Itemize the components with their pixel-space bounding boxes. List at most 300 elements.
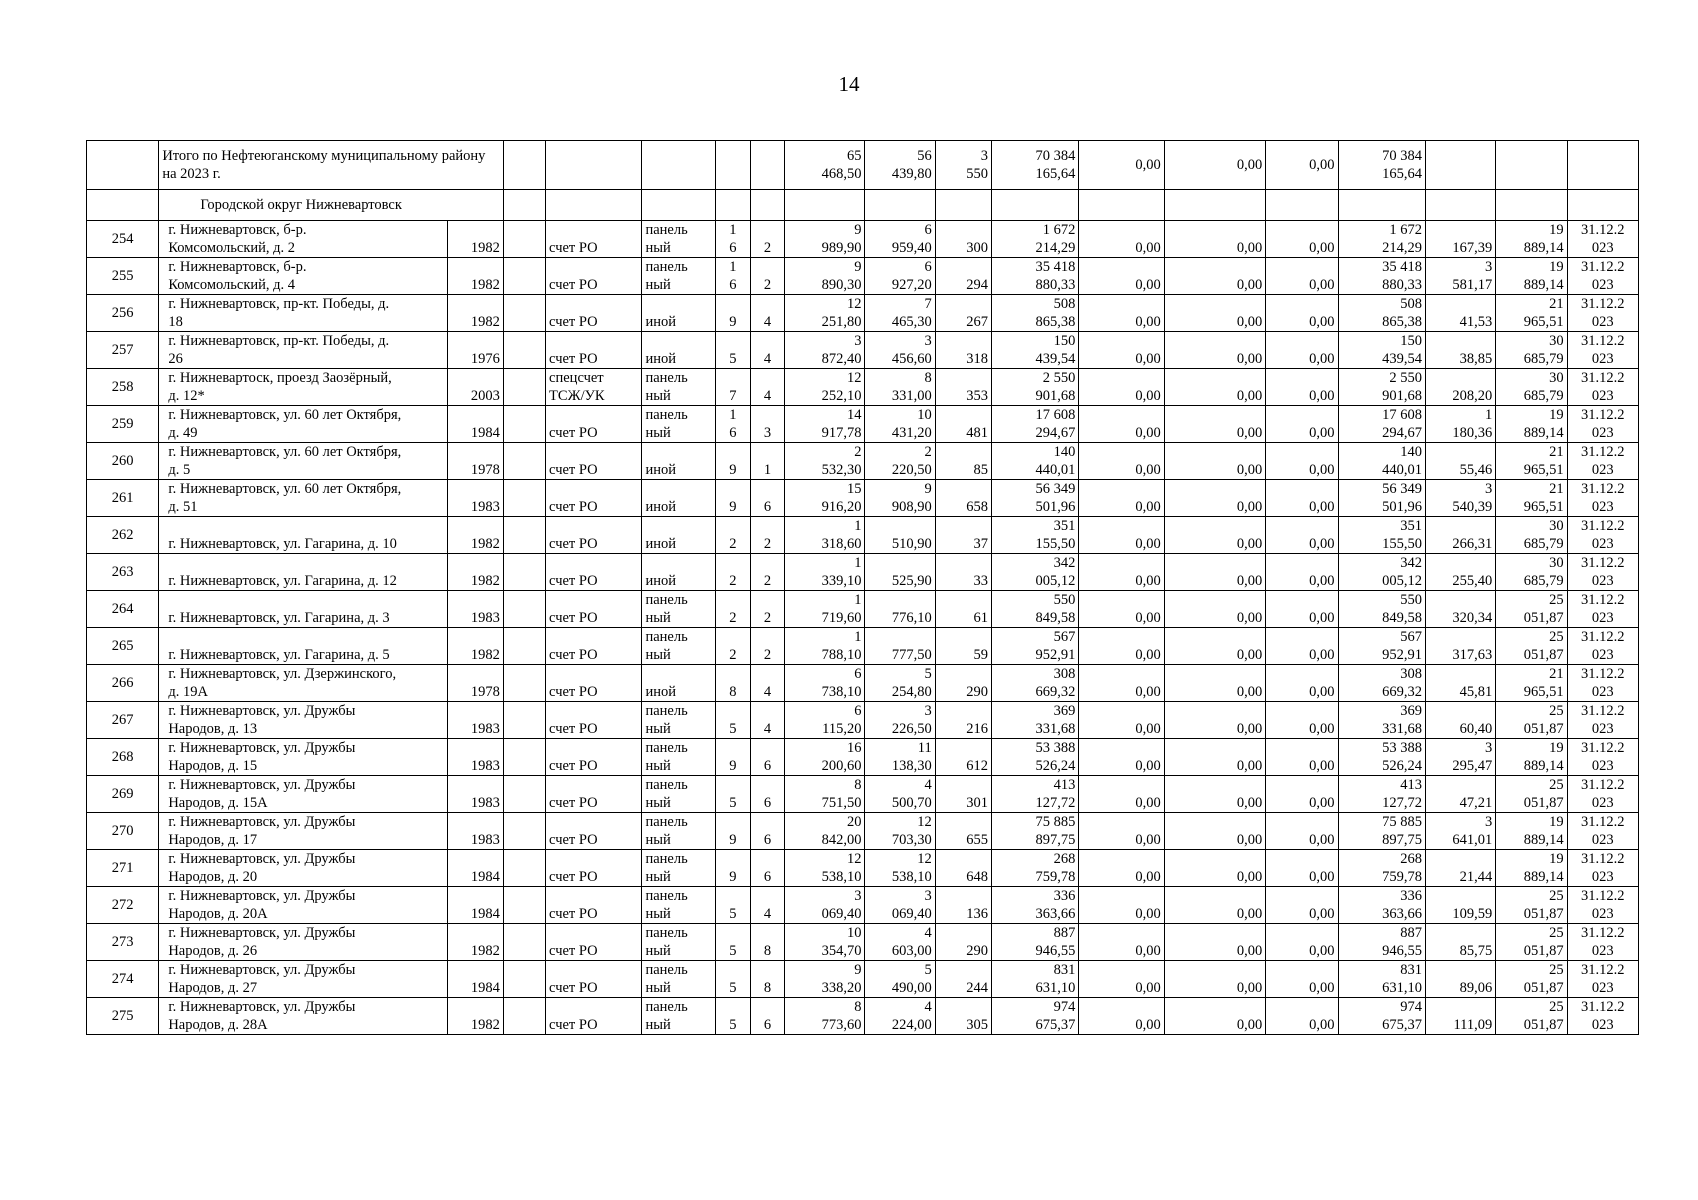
row-number-cell: 265 xyxy=(87,628,159,665)
cost-cell: 2 550 901,68 xyxy=(992,369,1079,406)
fund-cell: 0,00 xyxy=(1079,332,1164,369)
table-row xyxy=(87,924,1639,961)
entrances-cell: 4 xyxy=(750,887,784,924)
total-area-cell: 14 917,78 xyxy=(785,406,865,443)
entrances-cell: 2 xyxy=(750,628,784,665)
total-cost-cell: 70 384 165,64 xyxy=(992,141,1079,190)
table-row xyxy=(87,776,1639,813)
specific-cost-cell: 60,40 xyxy=(1425,702,1495,739)
table-row xyxy=(87,258,1639,295)
address-cell: г. Нижневартовск, ул. Дружбы Народов, д. 20 xyxy=(159,850,447,887)
deadline-date-cell: 31.12.2 023 xyxy=(1567,776,1638,813)
specific-cost-cell: 320,34 xyxy=(1425,591,1495,628)
owner-funds-cell: 53 388 526,24 xyxy=(1338,739,1425,776)
address-cell: г. Нижневартоск, проезд Заозёрный, д. 12* xyxy=(159,369,447,406)
wall-material-cell: панель ный xyxy=(642,702,715,739)
limit-cost-cell: 21 965,51 xyxy=(1496,665,1567,702)
total-area-cell: 15 916,20 xyxy=(785,480,865,517)
limit-cost-cell: 21 965,51 xyxy=(1496,480,1567,517)
table-row xyxy=(87,517,1639,554)
fund-cell: 0,00 xyxy=(1266,369,1338,406)
living-area-cell: 4 224,00 xyxy=(865,998,935,1035)
limit-cost-cell: 19 889,14 xyxy=(1496,850,1567,887)
row-number-cell: 270 xyxy=(87,813,159,850)
total-empty-cell xyxy=(642,141,715,190)
table-row xyxy=(87,628,1639,665)
living-area-cell: 5 254,80 xyxy=(865,665,935,702)
table-row xyxy=(87,887,1639,924)
limit-cost-cell: 30 685,79 xyxy=(1496,554,1567,591)
residents-cell: 290 xyxy=(935,665,991,702)
address-cell: г. Нижневартовск, ул. 60 лет Октября, д. 5 xyxy=(159,443,447,480)
cost-cell: 268 759,78 xyxy=(992,850,1079,887)
empty-cell xyxy=(503,443,545,480)
living-area-cell: 3 069,40 xyxy=(865,887,935,924)
limit-cost-cell: 25 051,87 xyxy=(1496,702,1567,739)
empty-cell xyxy=(503,369,545,406)
table-row xyxy=(87,702,1639,739)
empty-cell xyxy=(503,776,545,813)
fund-cell: 0,00 xyxy=(1079,739,1164,776)
address-cell: г. Нижневартовск, пр-кт. Победы, д. 26 xyxy=(159,332,447,369)
owner-funds-cell: 2 550 901,68 xyxy=(1338,369,1425,406)
account-type-cell: счет РО xyxy=(546,776,642,813)
owner-funds-cell: 1 672 214,29 xyxy=(1338,221,1425,258)
empty-cell xyxy=(503,702,545,739)
fund-cell: 0,00 xyxy=(1079,443,1164,480)
total-area-cell: 12 252,10 xyxy=(785,369,865,406)
wall-material-cell: панель ный xyxy=(642,887,715,924)
specific-cost-cell: 41,53 xyxy=(1425,295,1495,332)
living-area-cell: 6 959,40 xyxy=(865,221,935,258)
owner-funds-cell: 75 885 897,75 xyxy=(1338,813,1425,850)
page-number: 14 xyxy=(838,72,860,96)
floors-cell: 1 6 xyxy=(715,258,750,295)
empty-cell xyxy=(503,591,545,628)
floors-cell: 2 xyxy=(715,554,750,591)
owner-funds-cell: 336 363,66 xyxy=(1338,887,1425,924)
fund-cell: 0,00 xyxy=(1164,517,1265,554)
entrances-cell: 6 xyxy=(750,850,784,887)
fund-cell: 0,00 xyxy=(1266,258,1338,295)
deadline-date-cell: 31.12.2 023 xyxy=(1567,517,1638,554)
living-area-cell: 4 603,00 xyxy=(865,924,935,961)
residents-cell: 290 xyxy=(935,924,991,961)
year-built-cell: 1984 xyxy=(447,961,503,998)
fund-cell: 0,00 xyxy=(1079,258,1164,295)
fund-cell: 0,00 xyxy=(1164,295,1265,332)
group-empty-cell xyxy=(503,190,545,221)
entrances-cell: 6 xyxy=(750,739,784,776)
empty-cell xyxy=(503,517,545,554)
group-empty-cell xyxy=(715,190,750,221)
group-empty-cell xyxy=(1164,190,1265,221)
owner-funds-cell: 567 952,91 xyxy=(1338,628,1425,665)
fund-cell: 0,00 xyxy=(1079,628,1164,665)
fund-cell: 0,00 xyxy=(1164,702,1265,739)
row-number-cell: 257 xyxy=(87,332,159,369)
wall-material-cell: иной xyxy=(642,480,715,517)
owner-funds-cell: 308 669,32 xyxy=(1338,665,1425,702)
owner-funds-cell: 342 005,12 xyxy=(1338,554,1425,591)
deadline-date-cell: 31.12.2 023 xyxy=(1567,813,1638,850)
row-number-cell: 273 xyxy=(87,924,159,961)
specific-cost-cell: 111,09 xyxy=(1425,998,1495,1035)
wall-material-cell: панель ный xyxy=(642,406,715,443)
fund-cell: 0,00 xyxy=(1164,665,1265,702)
total-row xyxy=(87,141,1639,190)
residents-cell: 612 xyxy=(935,739,991,776)
row-number-cell: 260 xyxy=(87,443,159,480)
wall-material-cell: панель ный xyxy=(642,924,715,961)
cost-cell: 140 440,01 xyxy=(992,443,1079,480)
cost-cell: 336 363,66 xyxy=(992,887,1079,924)
fund-cell: 0,00 xyxy=(1266,332,1338,369)
limit-cost-cell: 19 889,14 xyxy=(1496,221,1567,258)
wall-material-cell: иной xyxy=(642,665,715,702)
entrances-cell: 6 xyxy=(750,813,784,850)
address-cell: г. Нижневартовск, ул. 60 лет Октября, д. 49 xyxy=(159,406,447,443)
living-area-cell: 8 331,00 xyxy=(865,369,935,406)
fund-cell: 0,00 xyxy=(1266,295,1338,332)
account-type-cell: счет РО xyxy=(546,850,642,887)
table-row xyxy=(87,554,1639,591)
residents-cell: 85 xyxy=(935,443,991,480)
living-area-cell: 12 538,10 xyxy=(865,850,935,887)
cost-cell: 150 439,54 xyxy=(992,332,1079,369)
year-built-cell: 1978 xyxy=(447,665,503,702)
account-type-cell: счет РО xyxy=(546,480,642,517)
owner-funds-cell: 831 631,10 xyxy=(1338,961,1425,998)
address-cell: г. Нижневартовск, ул. Гагарина, д. 5 xyxy=(159,628,447,665)
entrances-cell: 6 xyxy=(750,998,784,1035)
account-type-cell: спецсчет ТСЖ/УК xyxy=(546,369,642,406)
specific-cost-cell: 109,59 xyxy=(1425,887,1495,924)
cost-cell: 567 952,91 xyxy=(992,628,1079,665)
fund-cell: 0,00 xyxy=(1266,591,1338,628)
residents-cell: 59 xyxy=(935,628,991,665)
wall-material-cell: панель ный xyxy=(642,961,715,998)
address-cell: г. Нижневартовск, ул. Гагарина, д. 10 xyxy=(159,517,447,554)
owner-funds-cell: 56 349 501,96 xyxy=(1338,480,1425,517)
fund-cell: 0,00 xyxy=(1266,628,1338,665)
entrances-cell: 4 xyxy=(750,702,784,739)
fund-cell: 0,00 xyxy=(1266,998,1338,1035)
floors-cell: 9 xyxy=(715,480,750,517)
floors-cell: 5 xyxy=(715,998,750,1035)
fund-cell: 0,00 xyxy=(1266,924,1338,961)
empty-cell xyxy=(503,850,545,887)
capital-repair-table xyxy=(86,140,1639,1035)
limit-cost-cell: 25 051,87 xyxy=(1496,628,1567,665)
fund-cell: 0,00 xyxy=(1079,221,1164,258)
row-number-cell: 261 xyxy=(87,480,159,517)
specific-cost-cell: 45,81 xyxy=(1425,665,1495,702)
wall-material-cell: панель ный xyxy=(642,776,715,813)
owner-funds-cell: 268 759,78 xyxy=(1338,850,1425,887)
residents-cell: 267 xyxy=(935,295,991,332)
account-type-cell: счет РО xyxy=(546,924,642,961)
account-type-cell: счет РО xyxy=(546,332,642,369)
limit-cost-cell: 25 051,87 xyxy=(1496,591,1567,628)
living-area-cell: 10 431,20 xyxy=(865,406,935,443)
specific-cost-cell: 3 641,01 xyxy=(1425,813,1495,850)
fund-cell: 0,00 xyxy=(1266,850,1338,887)
floors-cell: 5 xyxy=(715,961,750,998)
specific-cost-cell: 255,40 xyxy=(1425,554,1495,591)
table-row xyxy=(87,369,1639,406)
deadline-date-cell: 31.12.2 023 xyxy=(1567,924,1638,961)
address-cell: г. Нижневартовск, ул. Дружбы Народов, д. 28А xyxy=(159,998,447,1035)
living-area-cell: 525,90 xyxy=(865,554,935,591)
fund-cell: 0,00 xyxy=(1079,554,1164,591)
deadline-date-cell: 31.12.2 023 xyxy=(1567,961,1638,998)
cost-cell: 887 946,55 xyxy=(992,924,1079,961)
group-empty-cell xyxy=(87,190,159,221)
group-empty-cell xyxy=(546,190,642,221)
limit-cost-cell: 19 889,14 xyxy=(1496,258,1567,295)
fund-cell: 0,00 xyxy=(1266,776,1338,813)
entrances-cell: 2 xyxy=(750,591,784,628)
account-type-cell: счет РО xyxy=(546,813,642,850)
total-area-cell: 10 354,70 xyxy=(785,924,865,961)
specific-cost-cell: 3 295,47 xyxy=(1425,739,1495,776)
fund-cell: 0,00 xyxy=(1164,332,1265,369)
group-empty-cell xyxy=(992,190,1079,221)
address-cell: г. Нижневартовск, ул. Дружбы Народов, д. 15 xyxy=(159,739,447,776)
empty-cell xyxy=(503,739,545,776)
fund-cell: 0,00 xyxy=(1164,998,1265,1035)
deadline-date-cell: 31.12.2 023 xyxy=(1567,628,1638,665)
limit-cost-cell: 30 685,79 xyxy=(1496,369,1567,406)
total-empty-cell xyxy=(1496,141,1567,190)
deadline-date-cell: 31.12.2 023 xyxy=(1567,295,1638,332)
fund-cell: 0,00 xyxy=(1164,850,1265,887)
cost-cell: 831 631,10 xyxy=(992,961,1079,998)
residents-cell: 481 xyxy=(935,406,991,443)
row-number-cell: 275 xyxy=(87,998,159,1035)
specific-cost-cell: 55,46 xyxy=(1425,443,1495,480)
wall-material-cell: панель ный xyxy=(642,221,715,258)
address-cell: г. Нижневартовск, ул. Дзержинского, д. 19А xyxy=(159,665,447,702)
year-built-cell: 1982 xyxy=(447,295,503,332)
group-empty-cell xyxy=(1079,190,1164,221)
floors-cell: 9 xyxy=(715,850,750,887)
owner-funds-cell: 508 865,38 xyxy=(1338,295,1425,332)
fund-cell: 0,00 xyxy=(1079,480,1164,517)
deadline-date-cell: 31.12.2 023 xyxy=(1567,739,1638,776)
fund-cell: 0,00 xyxy=(1164,591,1265,628)
empty-cell xyxy=(503,628,545,665)
specific-cost-cell: 167,39 xyxy=(1425,221,1495,258)
deadline-date-cell: 31.12.2 023 xyxy=(1567,850,1638,887)
entrances-cell: 4 xyxy=(750,295,784,332)
fund-cell: 0,00 xyxy=(1266,739,1338,776)
total-area-cell: 9 890,30 xyxy=(785,258,865,295)
owner-funds-cell: 351 155,50 xyxy=(1338,517,1425,554)
row-number-cell: 267 xyxy=(87,702,159,739)
fund-cell: 0,00 xyxy=(1164,369,1265,406)
fund-cell: 0,00 xyxy=(1079,591,1164,628)
year-built-cell: 1983 xyxy=(447,813,503,850)
cost-cell: 351 155,50 xyxy=(992,517,1079,554)
total-area-cell: 9 338,20 xyxy=(785,961,865,998)
entrances-cell: 1 xyxy=(750,443,784,480)
row-number-cell: 271 xyxy=(87,850,159,887)
row-number-cell: 264 xyxy=(87,591,159,628)
floors-cell: 5 xyxy=(715,887,750,924)
year-built-cell: 1984 xyxy=(447,850,503,887)
deadline-date-cell: 31.12.2 023 xyxy=(1567,258,1638,295)
wall-material-cell: панель ный xyxy=(642,850,715,887)
table-row xyxy=(87,739,1639,776)
total-empty-cell xyxy=(750,141,784,190)
limit-cost-cell: 30 685,79 xyxy=(1496,517,1567,554)
group-empty-cell xyxy=(750,190,784,221)
empty-cell xyxy=(503,221,545,258)
table-row xyxy=(87,665,1639,702)
fund-cell: 0,00 xyxy=(1164,776,1265,813)
cost-cell: 413 127,72 xyxy=(992,776,1079,813)
year-built-cell: 1982 xyxy=(447,628,503,665)
deadline-date-cell: 31.12.2 023 xyxy=(1567,369,1638,406)
total-area-cell: 1 318,60 xyxy=(785,517,865,554)
table-row xyxy=(87,406,1639,443)
owner-funds-cell: 369 331,68 xyxy=(1338,702,1425,739)
floors-cell: 9 xyxy=(715,739,750,776)
residents-cell: 655 xyxy=(935,813,991,850)
address-cell: г. Нижневартовск, ул. Дружбы Народов, д. 26 xyxy=(159,924,447,961)
owner-funds-cell: 550 849,58 xyxy=(1338,591,1425,628)
account-type-cell: счет РО xyxy=(546,406,642,443)
year-built-cell: 1983 xyxy=(447,776,503,813)
fund-cell: 0,00 xyxy=(1079,406,1164,443)
entrances-cell: 2 xyxy=(750,517,784,554)
deadline-date-cell: 31.12.2 023 xyxy=(1567,554,1638,591)
living-area-cell: 12 703,30 xyxy=(865,813,935,850)
empty-cell xyxy=(503,887,545,924)
address-cell: г. Нижневартовск, б-р. Комсомольский, д. 2 xyxy=(159,221,447,258)
entrances-cell: 8 xyxy=(750,924,784,961)
row-number-cell: 255 xyxy=(87,258,159,295)
account-type-cell: счет РО xyxy=(546,443,642,480)
fund-cell: 0,00 xyxy=(1079,369,1164,406)
total-fund-cell: 0,00 xyxy=(1079,141,1164,190)
total-area-cell: 2 532,30 xyxy=(785,443,865,480)
floors-cell: 2 xyxy=(715,591,750,628)
entrances-cell: 3 xyxy=(750,406,784,443)
total-area-cell: 20 842,00 xyxy=(785,813,865,850)
total-area-cell: 65 468,50 xyxy=(785,141,865,190)
total-living-area-cell: 56 439,80 xyxy=(865,141,935,190)
fund-cell: 0,00 xyxy=(1079,850,1164,887)
wall-material-cell: иной xyxy=(642,554,715,591)
account-type-cell: счет РО xyxy=(546,258,642,295)
total-area-cell: 12 251,80 xyxy=(785,295,865,332)
cost-cell: 35 418 880,33 xyxy=(992,258,1079,295)
table-row xyxy=(87,332,1639,369)
cost-cell: 342 005,12 xyxy=(992,554,1079,591)
specific-cost-cell: 38,85 xyxy=(1425,332,1495,369)
living-area-cell: 2 220,50 xyxy=(865,443,935,480)
year-built-cell: 1983 xyxy=(447,702,503,739)
living-area-cell: 4 500,70 xyxy=(865,776,935,813)
empty-cell xyxy=(503,554,545,591)
account-type-cell: счет РО xyxy=(546,998,642,1035)
fund-cell: 0,00 xyxy=(1164,480,1265,517)
owner-funds-cell: 887 946,55 xyxy=(1338,924,1425,961)
limit-cost-cell: 25 051,87 xyxy=(1496,887,1567,924)
floors-cell: 5 xyxy=(715,776,750,813)
account-type-cell: счет РО xyxy=(546,221,642,258)
fund-cell: 0,00 xyxy=(1164,554,1265,591)
entrances-cell: 6 xyxy=(750,776,784,813)
group-empty-cell xyxy=(1338,190,1425,221)
owner-funds-cell: 17 608 294,67 xyxy=(1338,406,1425,443)
deadline-date-cell: 31.12.2 023 xyxy=(1567,998,1638,1035)
total-residents-cell: 3 550 xyxy=(935,141,991,190)
row-number-cell: 258 xyxy=(87,369,159,406)
group-empty-cell xyxy=(865,190,935,221)
floors-cell: 9 xyxy=(715,813,750,850)
entrances-cell: 4 xyxy=(750,332,784,369)
deadline-date-cell: 31.12.2 023 xyxy=(1567,480,1638,517)
wall-material-cell: иной xyxy=(642,517,715,554)
fund-cell: 0,00 xyxy=(1079,517,1164,554)
specific-cost-cell: 3 581,17 xyxy=(1425,258,1495,295)
specific-cost-cell: 1 180,36 xyxy=(1425,406,1495,443)
year-built-cell: 2003 xyxy=(447,369,503,406)
fund-cell: 0,00 xyxy=(1266,813,1338,850)
address-cell: г. Нижневартовск, ул. Дружбы Народов, д. 20А xyxy=(159,887,447,924)
fund-cell: 0,00 xyxy=(1079,295,1164,332)
residents-cell: 216 xyxy=(935,702,991,739)
owner-funds-cell: 140 440,01 xyxy=(1338,443,1425,480)
fund-cell: 0,00 xyxy=(1079,887,1164,924)
wall-material-cell: панель ный xyxy=(642,591,715,628)
table-row xyxy=(87,480,1639,517)
fund-cell: 0,00 xyxy=(1164,961,1265,998)
floors-cell: 2 xyxy=(715,517,750,554)
table-row xyxy=(87,961,1639,998)
cost-cell: 508 865,38 xyxy=(992,295,1079,332)
limit-cost-cell: 25 051,87 xyxy=(1496,924,1567,961)
specific-cost-cell: 3 540,39 xyxy=(1425,480,1495,517)
total-area-cell: 3 872,40 xyxy=(785,332,865,369)
year-built-cell: 1983 xyxy=(447,480,503,517)
address-cell: г. Нижневартовск, ул. Дружбы Народов, д. 17 xyxy=(159,813,447,850)
wall-material-cell: панель ный xyxy=(642,369,715,406)
floors-cell: 8 xyxy=(715,665,750,702)
cost-cell: 53 388 526,24 xyxy=(992,739,1079,776)
total-area-cell: 8 751,50 xyxy=(785,776,865,813)
total-area-cell: 16 200,60 xyxy=(785,739,865,776)
limit-cost-cell: 25 051,87 xyxy=(1496,961,1567,998)
table-row xyxy=(87,998,1639,1035)
residents-cell: 33 xyxy=(935,554,991,591)
deadline-date-cell: 31.12.2 023 xyxy=(1567,702,1638,739)
floors-cell: 9 xyxy=(715,295,750,332)
account-type-cell: счет РО xyxy=(546,295,642,332)
residents-cell: 301 xyxy=(935,776,991,813)
group-empty-cell xyxy=(1266,190,1338,221)
empty-cell xyxy=(503,998,545,1035)
total-area-cell: 6 115,20 xyxy=(785,702,865,739)
account-type-cell: счет РО xyxy=(546,702,642,739)
total-empty-cell xyxy=(503,141,545,190)
empty-cell xyxy=(503,480,545,517)
entrances-cell: 6 xyxy=(750,480,784,517)
